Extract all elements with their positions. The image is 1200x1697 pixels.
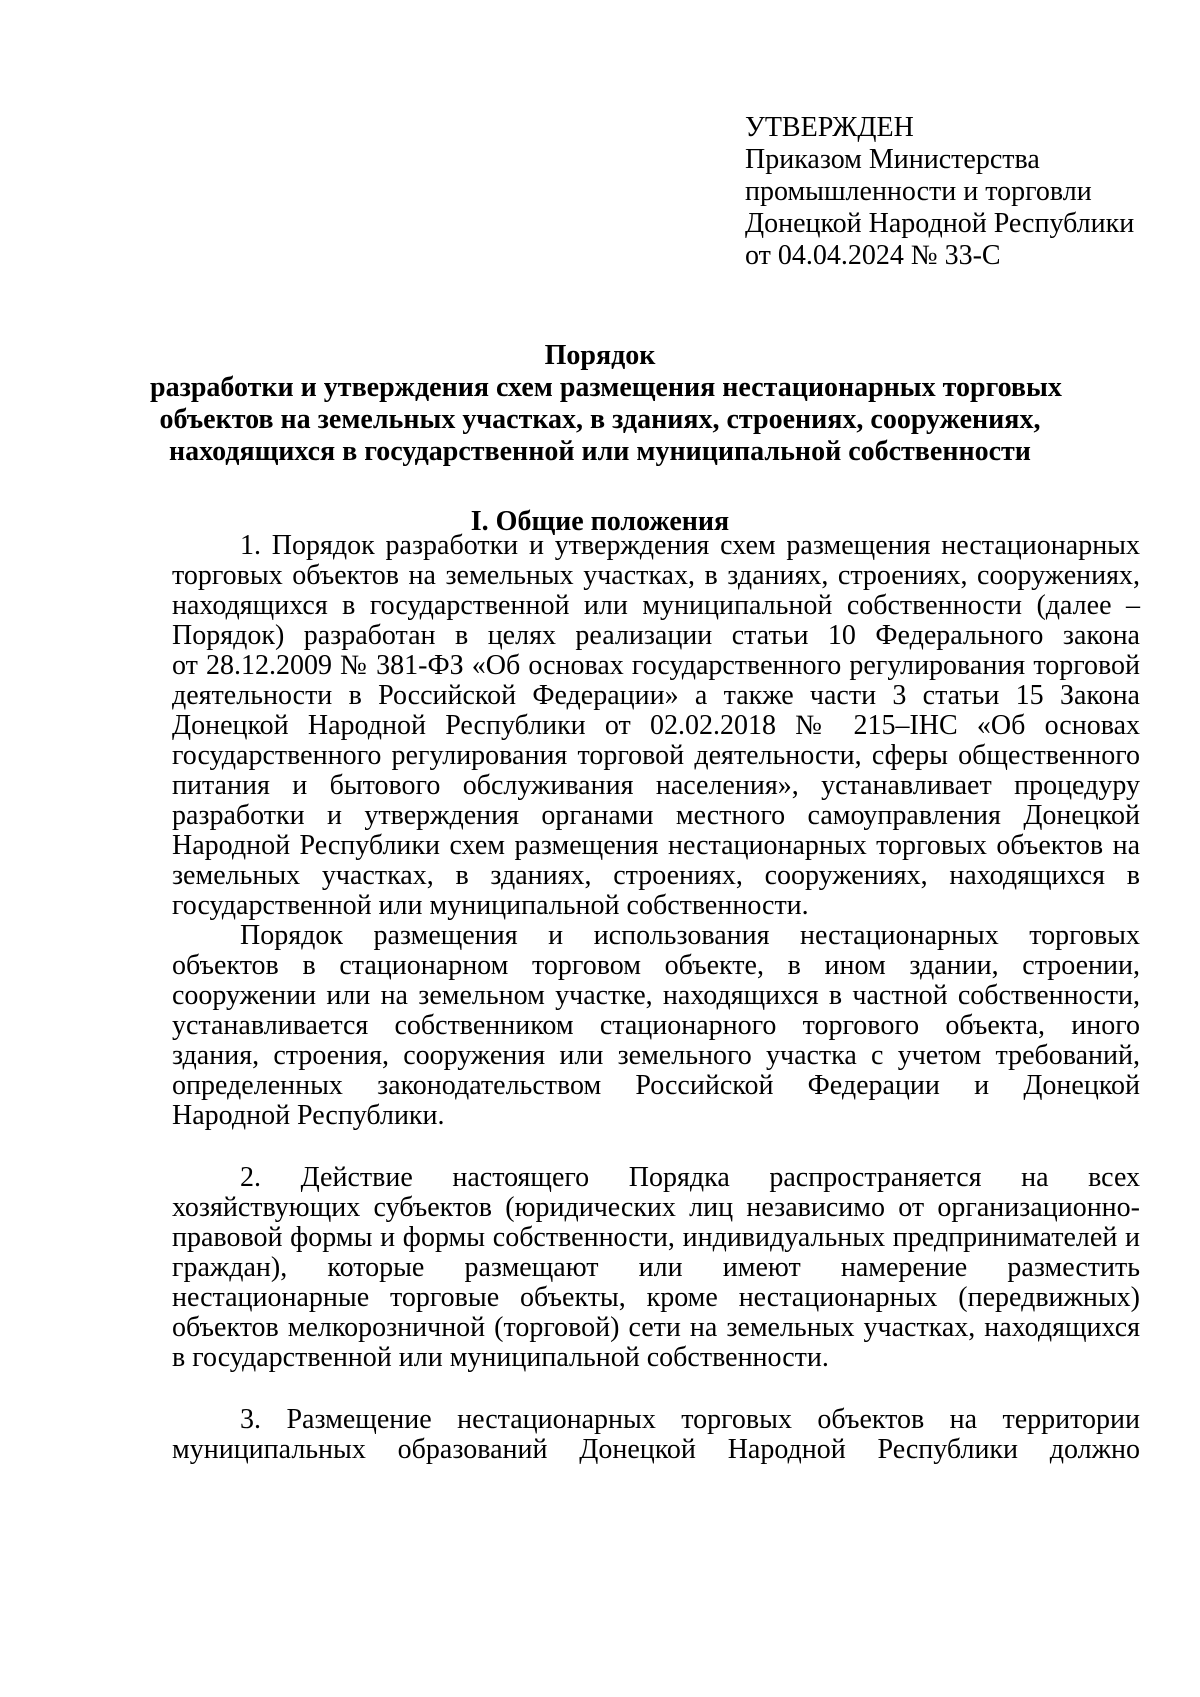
title-line: находящихся в государственной или муниципальной собственности	[169, 436, 1031, 467]
text-line: Порядок размещения и использования нестационарных торговых	[240, 920, 1140, 951]
text-line: земельных участках, в зданиях, строениях, сооружениях, находящихся в	[172, 860, 1140, 891]
text-line: государственной или муниципальной собственности.	[172, 890, 809, 921]
text-line: хозяйствующих субъектов (юридических лиц независимо от организационно-	[172, 1192, 1140, 1223]
text-line: разработки и утверждения органами местного самоуправления Донецкой	[172, 800, 1140, 831]
text-line: 2. Действие настоящего Порядка распространяется на всех	[240, 1162, 1140, 1193]
approval-line: промышленности и торговли	[745, 176, 1092, 207]
text-line: граждан), которые размещают или имеют намерение разместить	[172, 1252, 1140, 1283]
text-line: правовой формы и формы собственности, индивидуальных предпринимателей и	[172, 1222, 1140, 1253]
text-line: находящихся в государственной или муниципальной собственности (далее –	[172, 590, 1140, 621]
title-line: разработки и утверждения схем размещения нестационарных торговых	[150, 372, 1062, 403]
approval-line: Приказом Министерства	[745, 144, 1040, 175]
text-line: объектов мелкорозничной (торговой) сети на земельных участках, находящихся	[172, 1312, 1140, 1343]
title-line: Порядок	[544, 340, 656, 371]
text-line: государственного регулирования торговой деятельности, сферы общественного	[172, 740, 1140, 771]
text-line: 3. Размещение нестационарных торговых объектов на территории	[240, 1404, 1140, 1435]
text-line: деятельности в Российской Федерации» а также части 3 статьи 15 Закона	[172, 680, 1140, 711]
text-line: питания и бытового обслуживания населения», устанавливает процедуру	[172, 770, 1140, 801]
text-line: Донецкой Народной Республики от 02.02.2018 № 215–IНС «Об основах	[172, 710, 1140, 741]
text-line: устанавливается собственником стационарного торгового объекта, иного	[172, 1010, 1140, 1041]
text-line: определенных законодательством Российской Федерации и Донецкой	[172, 1070, 1140, 1101]
approval-status: УТВЕРЖДЕН	[745, 112, 914, 143]
text-line: муниципальных образований Донецкой Народной Республики должно	[172, 1434, 1140, 1465]
text-line: 1. Порядок разработки и утверждения схем размещения нестационарных	[240, 530, 1140, 561]
text-line: Народной Республики схем размещения нестационарных торговых объектов на	[172, 830, 1140, 861]
text-line: в государственной или муниципальной собственности.	[172, 1342, 829, 1373]
text-line: Порядок) разработан в целях реализации статьи 10 Федерального закона	[172, 620, 1140, 651]
text-line: объектов в стационарном торговом объекте, в ином здании, строении,	[172, 950, 1140, 981]
approval-block	[745, 112, 1165, 272]
text-line: Народной Республики.	[172, 1100, 445, 1131]
text-line: торговых объектов на земельных участках, в зданиях, строениях, сооружениях,	[172, 560, 1140, 591]
approval-order-number: от 04.04.2024 № 33-С	[745, 240, 1001, 271]
text-line: здания, строения, сооружения или земельного участка с учетом требований,	[172, 1040, 1140, 1071]
title-line: объектов на земельных участках, в зданиях, строениях, сооружениях,	[159, 404, 1041, 435]
section-heading: I. Общие положения	[470, 506, 730, 537]
document-title	[150, 340, 1062, 468]
approval-line: Донецкой Народной Республики	[745, 208, 1135, 239]
text-line: нестационарные торговые объекты, кроме нестационарных (передвижных)	[172, 1282, 1140, 1313]
text-line: от 28.12.2009 № 381-ФЗ «Об основах государственного регулирования торговой	[172, 650, 1140, 681]
text-line: сооружении или на земельном участке, находящихся в частной собственности,	[172, 980, 1140, 1011]
